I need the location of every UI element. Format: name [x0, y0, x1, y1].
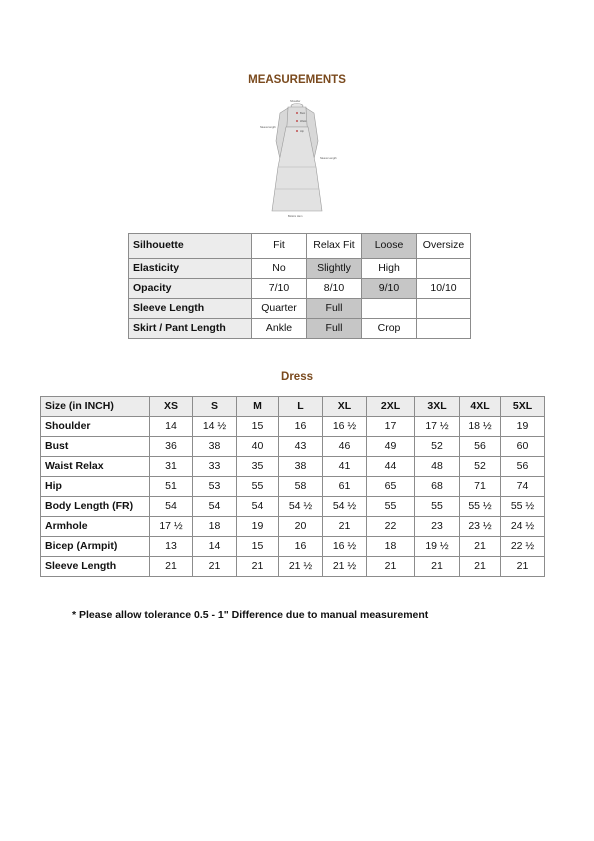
size-header-5xl: 5XL	[501, 397, 545, 417]
size-header-2xl: 2XL	[367, 397, 415, 417]
measurement-value: 49	[367, 437, 415, 457]
silhouette-row-label: Silhouette	[129, 234, 252, 259]
table-row	[41, 497, 545, 517]
silhouette-cell: Slightly	[307, 259, 362, 279]
measurement-value: 33	[193, 457, 237, 477]
table-row	[41, 537, 545, 557]
measurement-value: 21	[367, 557, 415, 577]
size-header-4xl: 4XL	[460, 397, 501, 417]
measurement-value: 18	[367, 537, 415, 557]
measurement-value: 55	[415, 497, 460, 517]
measurement-value: 65	[367, 477, 415, 497]
measurement-value: 14	[193, 537, 237, 557]
measurement-value: 60	[501, 437, 545, 457]
measurement-value: 20	[279, 517, 323, 537]
measurement-value: 48	[415, 457, 460, 477]
measurement-value: 21	[150, 557, 193, 577]
page-title: MEASUREMENTS	[248, 74, 346, 86]
measurement-value: 16	[279, 417, 323, 437]
measurement-value: 21 ½	[323, 557, 367, 577]
silhouette-cell: Crop	[362, 319, 417, 339]
measurement-value: 15	[237, 537, 279, 557]
silhouette-cell	[362, 299, 417, 319]
silhouette-row-label: Opacity	[129, 279, 252, 299]
table-row	[41, 437, 545, 457]
measurement-label: Waist Relax	[41, 457, 150, 477]
silhouette-cell	[417, 299, 471, 319]
silhouette-cell: Oversize	[417, 234, 471, 259]
measurement-label: Shoulder	[41, 417, 150, 437]
silhouette-cell: Quarter	[252, 299, 307, 319]
measurement-value: 54 ½	[279, 497, 323, 517]
measurement-value: 18 ½	[460, 417, 501, 437]
figure-label-bust: Bust	[300, 112, 306, 115]
size-header-s: S	[193, 397, 237, 417]
tolerance-note: * Please allow tolerance 0.5 - 1" Difference due to manual measurement	[72, 609, 429, 621]
silhouette-cell: High	[362, 259, 417, 279]
measurement-value: 36	[150, 437, 193, 457]
measurement-value: 18	[193, 517, 237, 537]
measurement-value: 38	[279, 457, 323, 477]
measurement-value: 14	[150, 417, 193, 437]
measurement-value: 56	[501, 457, 545, 477]
silhouette-row	[129, 234, 471, 259]
measurement-value: 52	[460, 457, 501, 477]
measurement-value: 23	[415, 517, 460, 537]
silhouette-cell: Full	[307, 299, 362, 319]
figure-label-shoulder: Shoulder	[290, 100, 301, 103]
measurement-value: 46	[323, 437, 367, 457]
silhouette-row-label: Skirt / Pant Length	[129, 319, 252, 339]
measurement-value: 19	[501, 417, 545, 437]
measurement-value: 19 ½	[415, 537, 460, 557]
measurement-label: Sleeve Length	[41, 557, 150, 577]
silhouette-row	[129, 279, 471, 299]
measurement-value: 52	[415, 437, 460, 457]
measurement-value: 43	[279, 437, 323, 457]
table-row	[41, 477, 545, 497]
measurement-value: 68	[415, 477, 460, 497]
silhouette-cell	[417, 259, 471, 279]
measurement-value: 53	[193, 477, 237, 497]
silhouette-cell: Relax Fit	[307, 234, 362, 259]
silhouette-cell	[417, 319, 471, 339]
measurement-value: 22 ½	[501, 537, 545, 557]
measurement-label: Armhole	[41, 517, 150, 537]
measurement-value: 16 ½	[323, 417, 367, 437]
silhouette-cell: 7/10	[252, 279, 307, 299]
silhouette-cell: No	[252, 259, 307, 279]
measurement-value: 71	[460, 477, 501, 497]
measurement-value: 55 ½	[460, 497, 501, 517]
measurement-value: 19	[237, 517, 279, 537]
measurement-value: 41	[323, 457, 367, 477]
measurement-value: 54	[150, 497, 193, 517]
measurement-value: 24 ½	[501, 517, 545, 537]
table-row	[41, 457, 545, 477]
measurement-value: 14 ½	[193, 417, 237, 437]
figure-label-bottom-hem: Bottom Hem	[288, 215, 303, 218]
silhouette-cell: Full	[307, 319, 362, 339]
measurement-label: Bust	[41, 437, 150, 457]
measurement-value: 54	[237, 497, 279, 517]
silhouette-cell: Ankle	[252, 319, 307, 339]
measurement-value: 21	[501, 557, 545, 577]
dress-figure-illustration	[250, 97, 345, 219]
measurement-value: 40	[237, 437, 279, 457]
measurement-value: 21	[415, 557, 460, 577]
silhouette-row-label: Sleeve Length	[129, 299, 252, 319]
measurement-value: 55	[237, 477, 279, 497]
measurement-value: 21	[460, 537, 501, 557]
measurement-value: 21	[237, 557, 279, 577]
measurement-value: 31	[150, 457, 193, 477]
measurement-value: 54 ½	[323, 497, 367, 517]
measurement-value: 55	[367, 497, 415, 517]
silhouette-cell: Loose	[362, 234, 417, 259]
figure-label-sleeve-length: Sleeve length	[260, 126, 276, 129]
figure-label-sleeve-length-2: Sleeve Length	[320, 157, 337, 160]
measurement-label: Bicep (Armpit)	[41, 537, 150, 557]
measurement-value: 15	[237, 417, 279, 437]
silhouette-row-label: Elasticity	[129, 259, 252, 279]
size-chart-table	[40, 396, 545, 577]
silhouette-row	[129, 319, 471, 339]
silhouette-cell: 10/10	[417, 279, 471, 299]
table-row	[41, 517, 545, 537]
measurement-value: 21 ½	[279, 557, 323, 577]
measurement-value: 17 ½	[415, 417, 460, 437]
size-header-row	[41, 397, 545, 417]
measurement-value: 44	[367, 457, 415, 477]
measurement-value: 55 ½	[501, 497, 545, 517]
measurement-value: 16	[279, 537, 323, 557]
measurement-value: 54	[193, 497, 237, 517]
silhouette-cell: 9/10	[362, 279, 417, 299]
measurement-value: 74	[501, 477, 545, 497]
measurement-value: 22	[367, 517, 415, 537]
measurement-value: 56	[460, 437, 501, 457]
size-header-l: L	[279, 397, 323, 417]
figure-label-hip: Hip	[300, 130, 304, 133]
measurement-value: 61	[323, 477, 367, 497]
measurement-label: Hip	[41, 477, 150, 497]
silhouette-row	[129, 259, 471, 279]
measurement-value: 21	[193, 557, 237, 577]
measurement-value: 23 ½	[460, 517, 501, 537]
silhouette-row	[129, 299, 471, 319]
table-row	[41, 557, 545, 577]
size-header-xs: XS	[150, 397, 193, 417]
measurement-value: 17 ½	[150, 517, 193, 537]
measurement-value: 17	[367, 417, 415, 437]
silhouette-cell: Fit	[252, 234, 307, 259]
measurement-value: 21	[460, 557, 501, 577]
table-row	[41, 417, 545, 437]
size-header-3xl: 3XL	[415, 397, 460, 417]
measurement-label: Body Length (FR)	[41, 497, 150, 517]
measurement-value: 58	[279, 477, 323, 497]
dress-section-title: Dress	[281, 371, 313, 383]
size-header-m: M	[237, 397, 279, 417]
silhouette-table	[128, 233, 471, 339]
size-header-xl: XL	[323, 397, 367, 417]
silhouette-cell: 8/10	[307, 279, 362, 299]
size-header-label: Size (in INCH)	[41, 397, 150, 417]
measurement-value: 38	[193, 437, 237, 457]
measurement-value: 21	[323, 517, 367, 537]
measurement-value: 16 ½	[323, 537, 367, 557]
measurement-value: 13	[150, 537, 193, 557]
measurement-value: 51	[150, 477, 193, 497]
measurement-value: 35	[237, 457, 279, 477]
figure-label-waist: Waist	[300, 120, 307, 123]
